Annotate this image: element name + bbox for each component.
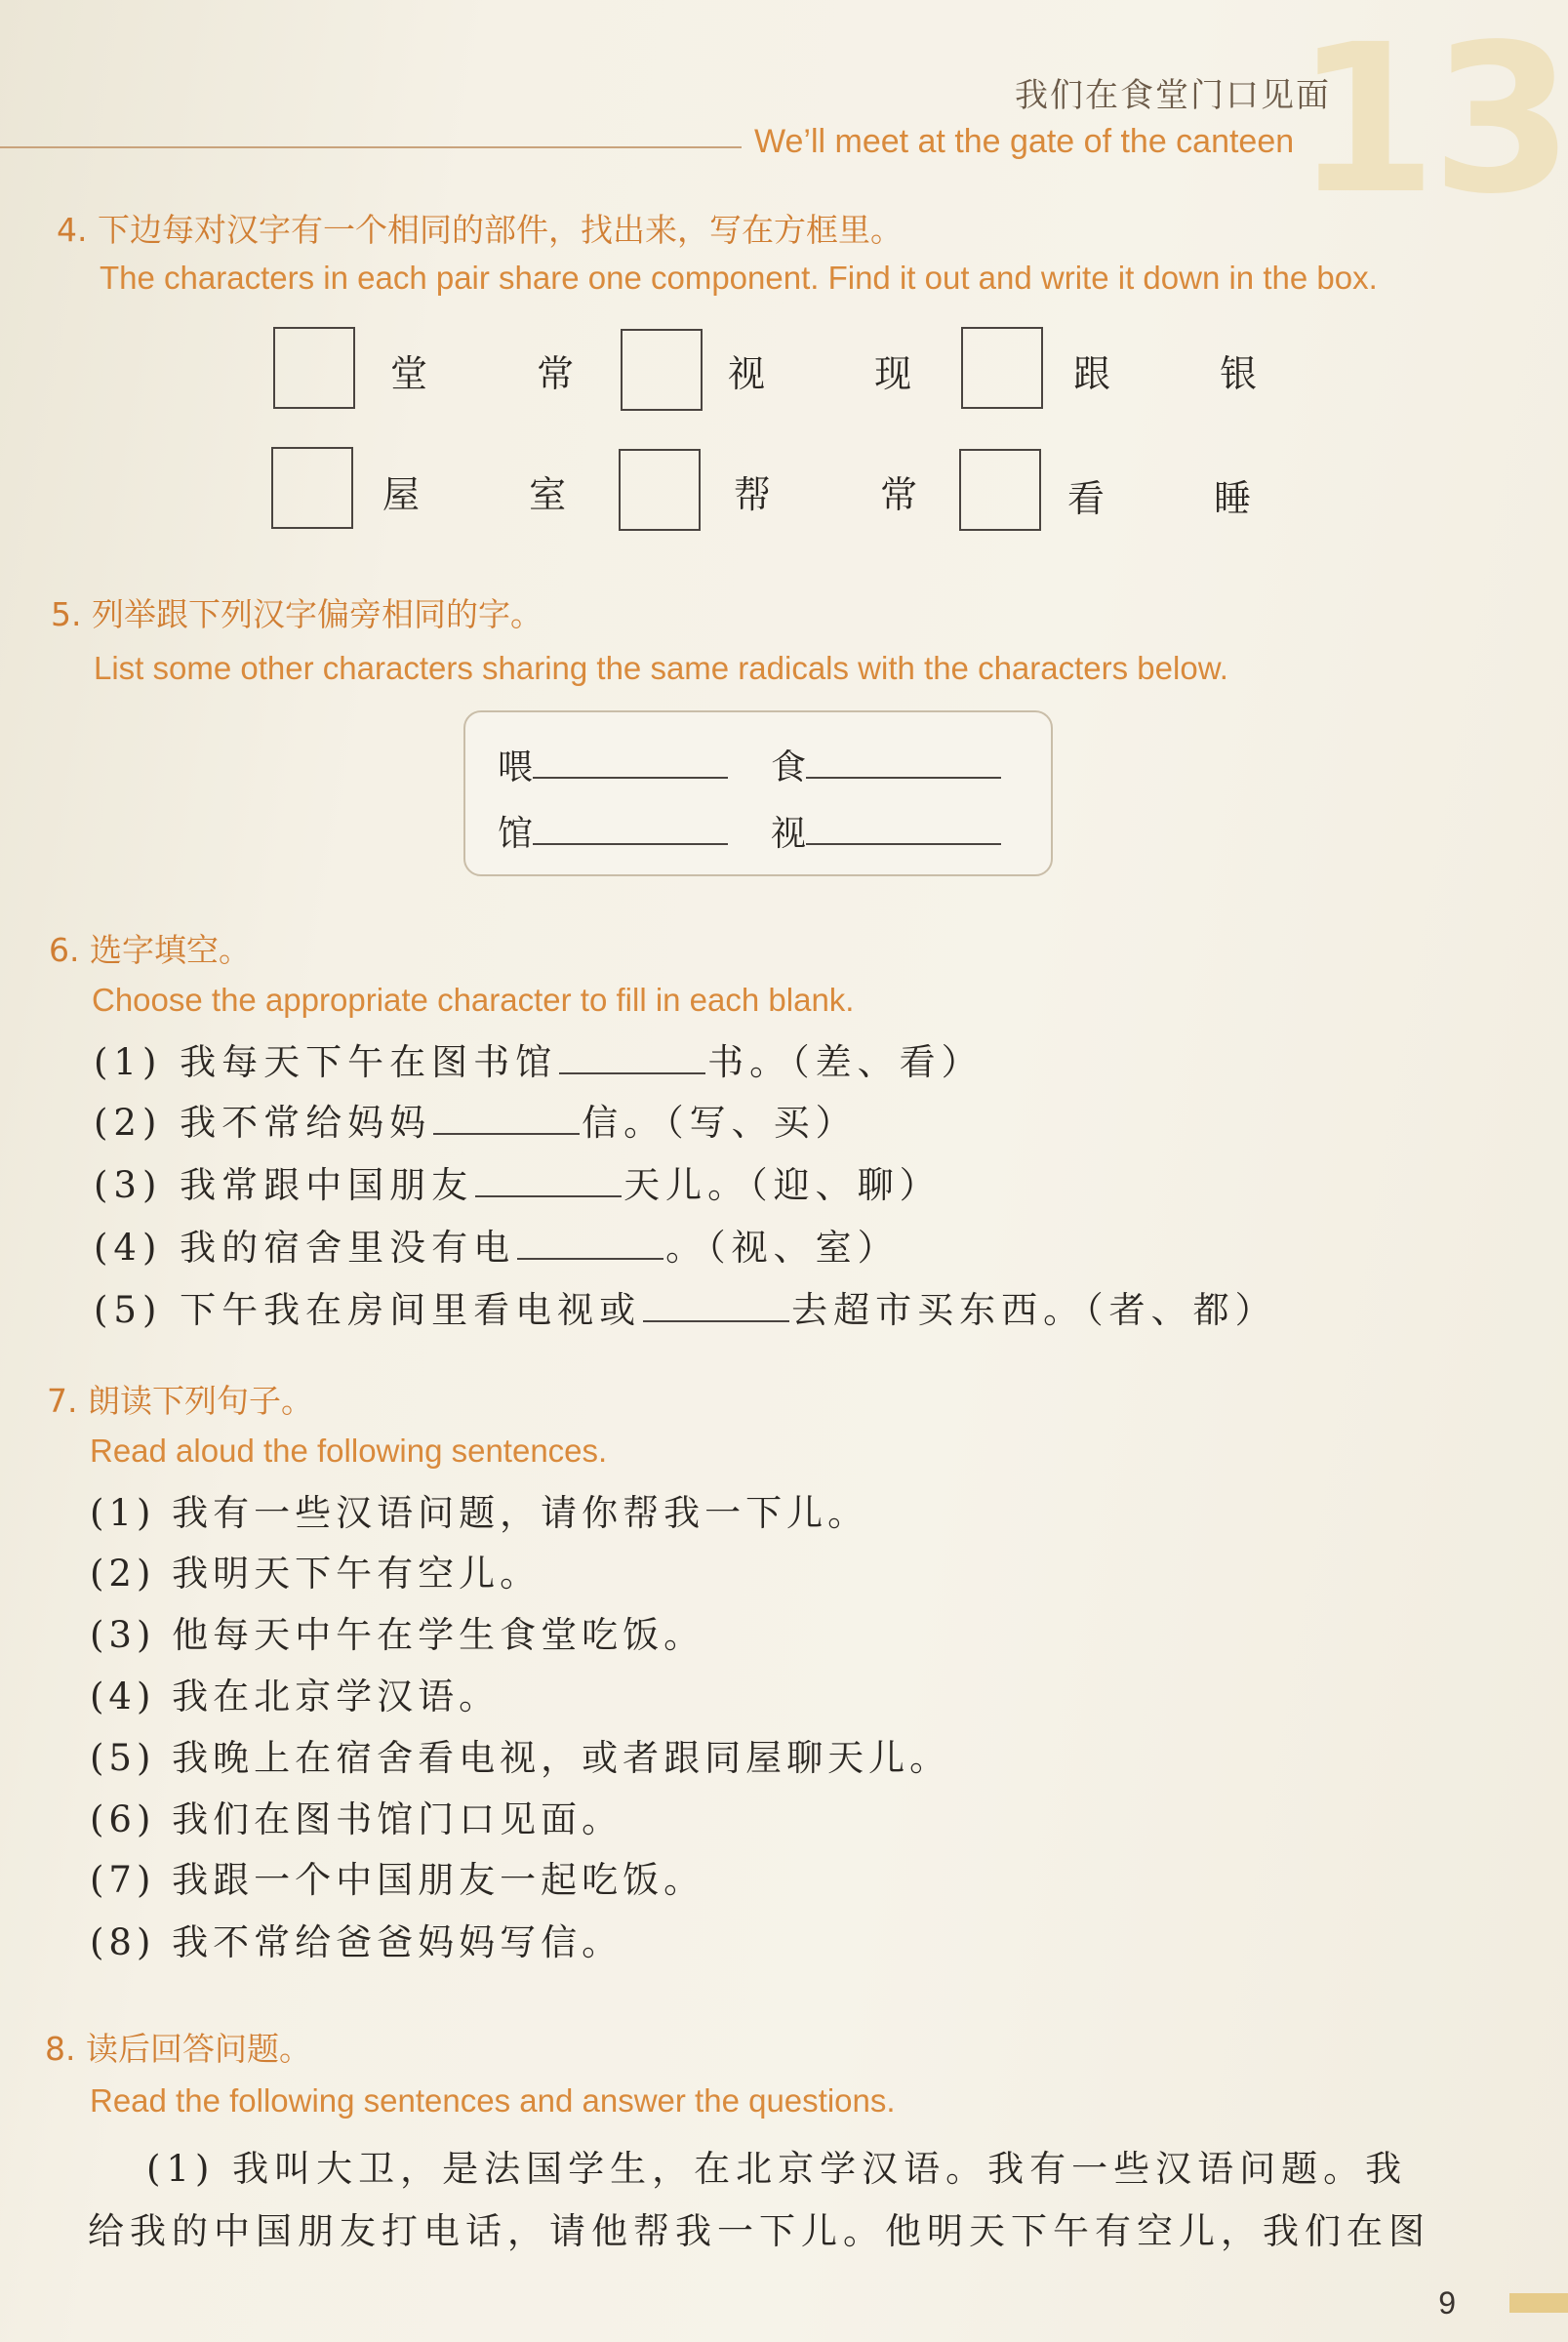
q6-title: 6. 选字填空。: [49, 931, 251, 969]
reading-paragraph-line-2: 给我的中国朋友打电话，请他帮我一下儿。他明天下午有空儿，我们在图: [88, 2210, 1430, 2252]
fill-blank[interactable]: [475, 1168, 622, 1197]
char-pair-6: 看 睡: [1067, 477, 1301, 520]
fill-item-text: (4) 我的宿舍里没有电: [94, 1227, 516, 1269]
q7-instruction: Read aloud the following sentences.: [90, 1433, 608, 1469]
page-number: 9: [1438, 2285, 1456, 2321]
q8-instruction: Read the following sentences and answer the questions.: [90, 2082, 896, 2119]
sentence-2: (2) 我明天下午有空儿。: [90, 1553, 542, 1595]
q4-instruction: The characters in each pair share one component. Find it out and write it down in the box.: [100, 260, 1378, 296]
fill-blank[interactable]: [643, 1293, 789, 1322]
answer-box-1[interactable]: [273, 327, 355, 409]
fill-item-4: [94, 1218, 900, 1271]
fill-item-text: (5) 下午我在房间里看电视或: [94, 1289, 642, 1331]
sentence-8: (8) 我不常给爸爸妈妈写信。: [90, 1921, 623, 1963]
answer-line[interactable]: [533, 747, 728, 779]
q4-title: 4. 下边每对汉字有一个相同的部件，找出来，写在方框里。: [57, 211, 903, 249]
radical-item-1: [498, 740, 728, 789]
fill-item-options: 书。（差、看）: [707, 1041, 984, 1083]
char-pair-3: 跟 银: [1073, 352, 1307, 395]
radical-char: 食: [771, 747, 807, 787]
fill-item-options: 。（视、室）: [665, 1227, 900, 1269]
q5-title: 5. 列举跟下列汉字偏旁相同的字。: [51, 595, 543, 633]
answer-box-5[interactable]: [619, 449, 701, 531]
answer-box-4[interactable]: [271, 447, 353, 529]
fill-item-options: 天儿。（迎、聊）: [623, 1164, 942, 1206]
answer-box-6[interactable]: [959, 449, 1041, 531]
answer-box-2[interactable]: [621, 329, 703, 411]
q5-instruction: List some other characters sharing the same radicals with the characters below.: [94, 650, 1228, 686]
page-tab-marker: [1509, 2293, 1568, 2313]
fill-item-text: (1) 我每天下午在图书馆: [94, 1041, 558, 1083]
radical-char: 喂: [498, 747, 534, 787]
reading-paragraph-line-1: (1) 我叫大卫，是法国学生，在北京学汉语。我有一些汉语问题。我: [146, 2148, 1408, 2190]
radical-char: 馆: [498, 814, 534, 854]
lesson-title-chinese: 我们在食堂门口见面: [1015, 76, 1331, 115]
fill-blank[interactable]: [517, 1231, 663, 1260]
header-rule: [0, 146, 742, 148]
sentence-4: (4) 我在北京学汉语。: [90, 1676, 501, 1717]
fill-blank[interactable]: [559, 1045, 705, 1074]
char-pair-5: 帮 常: [734, 473, 967, 516]
fill-item-1: [94, 1032, 984, 1085]
sentence-7: (7) 我跟一个中国朋友一起吃饭。: [90, 1859, 705, 1901]
fill-item-text: (3) 我常跟中国朋友: [94, 1164, 474, 1206]
q6-instruction: Choose the appropriate character to fill in each blank.: [92, 982, 855, 1018]
fill-blank[interactable]: [433, 1106, 580, 1135]
radical-item-4: [771, 806, 1001, 856]
sentence-5: (5) 我晚上在宿舍看电视，或者跟同屋聊天儿。: [90, 1737, 951, 1779]
answer-line[interactable]: [806, 814, 1001, 845]
q7-title: 7. 朗读下列句子。: [47, 1382, 313, 1420]
char-pair-4: 屋 室: [382, 473, 616, 516]
lesson-number: 13: [1294, 0, 1568, 239]
radical-item-3: [498, 806, 728, 856]
fill-item-text: (2) 我不常给妈妈: [94, 1102, 432, 1144]
answer-line[interactable]: [533, 814, 728, 845]
answer-box-3[interactable]: [961, 327, 1043, 409]
char-pair-2: 视 现: [728, 352, 961, 395]
answer-line[interactable]: [806, 747, 1001, 779]
lesson-title-english: We’ll meet at the gate of the canteen: [754, 123, 1295, 160]
fill-item-3: [94, 1155, 942, 1208]
sentence-1: (1) 我有一些汉语问题，请你帮我一下儿。: [90, 1492, 869, 1534]
radical-item-2: [771, 740, 1001, 789]
fill-item-2: [94, 1093, 858, 1146]
fill-item-options: 去超市买东西。（者、都）: [791, 1289, 1277, 1331]
fill-item-5: [94, 1280, 1277, 1333]
sentence-3: (3) 他每天中午在学生食堂吃饭。: [90, 1614, 705, 1656]
q8-title: 8. 读后回答问题。: [45, 2030, 311, 2068]
radical-char: 视: [771, 814, 807, 854]
char-pair-1: 堂 常: [390, 352, 623, 395]
fill-item-options: 信。（写、买）: [582, 1102, 858, 1144]
sentence-6: (6) 我们在图书馆门口见面。: [90, 1798, 623, 1840]
